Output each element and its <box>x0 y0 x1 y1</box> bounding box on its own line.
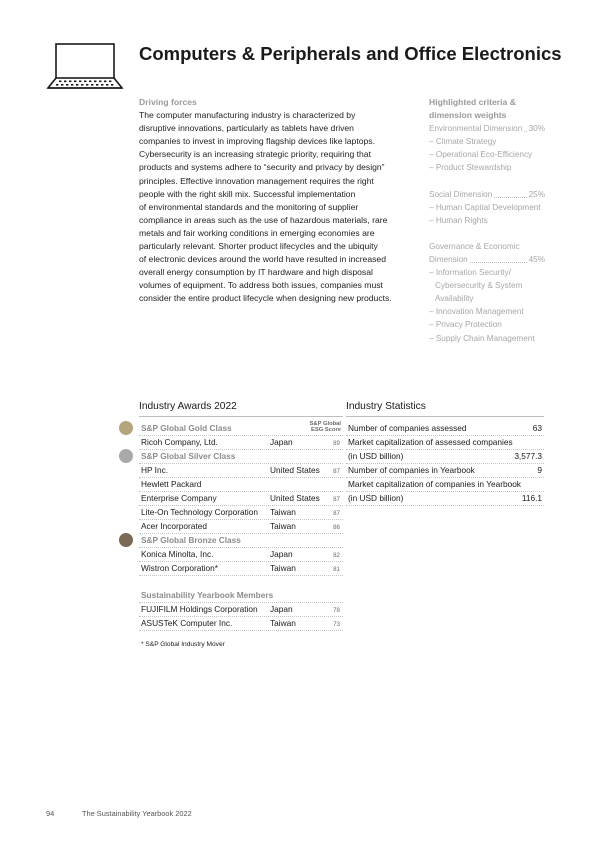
company-country: United States <box>270 493 320 503</box>
text-line: consider the entire product lifecycle when designing new products. <box>139 293 392 304</box>
esg-score: 82 <box>333 552 340 559</box>
criterion-item: – Supply Chain Management <box>429 333 535 343</box>
esg-score: 81 <box>333 566 340 573</box>
esg-score: 87 <box>333 496 340 503</box>
criteria-heading-line: dimension weights <box>429 110 507 121</box>
awards-title: Industry Awards 2022 <box>139 401 237 412</box>
stat-row <box>346 422 544 436</box>
score-header-line: S&P Global <box>309 421 341 427</box>
dimension-weight: 45% <box>528 254 545 264</box>
criterion-item: – Product Stewardship <box>429 163 512 173</box>
company-row <box>139 478 343 492</box>
company-row <box>139 436 343 450</box>
esg-score: 87 <box>333 510 340 517</box>
company-row <box>139 562 343 576</box>
members-rows <box>139 603 343 631</box>
criterion-item: – Operational Eco-Efficiency <box>429 150 533 160</box>
company-row <box>139 603 343 617</box>
company-row <box>139 548 343 562</box>
company-name: Wistron Corporation* <box>141 563 219 573</box>
page-number: 94 <box>46 809 55 818</box>
driving-forces-section <box>139 96 421 306</box>
score-header-line: ESG Score <box>311 427 341 434</box>
dimension-label: Environmental Dimension <box>429 124 523 134</box>
dimension-row <box>429 188 545 201</box>
gold-rows <box>139 436 343 450</box>
company-name: Hewlett Packard <box>141 479 202 489</box>
section-rule <box>139 416 343 417</box>
company-name: Acer Incorporated <box>141 521 207 531</box>
company-name: Enterprise Company <box>141 493 217 503</box>
stat-row <box>346 450 544 464</box>
text-line: of environmental standards and the monitoring of supplier <box>139 201 359 212</box>
stat-value: 63 <box>532 423 542 433</box>
dimension-row <box>429 253 545 266</box>
section-rule <box>346 416 544 417</box>
members-header: Sustainability Yearbook Members <box>139 589 343 603</box>
stat-label: Market capitalization of assessed companies <box>348 437 513 447</box>
gold-class-header <box>139 422 343 436</box>
class-label: S&P Global Silver Class <box>141 451 236 461</box>
criterion-item: Cybersecurity & System <box>435 281 523 291</box>
company-country: Japan <box>270 549 293 559</box>
social-dimension <box>429 188 545 227</box>
criteria-heading-line: Highlighted criteria & <box>429 97 516 107</box>
esg-score: 86 <box>333 524 340 531</box>
driving-forces-body <box>139 109 421 305</box>
stat-value: 3,577.3 <box>514 451 542 461</box>
silver-class-header <box>139 450 343 464</box>
stat-label: (in USD billion) <box>348 451 404 461</box>
driving-forces-heading: Driving forces <box>139 97 197 107</box>
company-country: Taiwan <box>270 507 296 517</box>
text-line: disruptive innovations, particularly as tablets have driven <box>139 123 354 134</box>
stats-title: Industry Statistics <box>346 401 426 412</box>
esg-score: 73 <box>333 621 340 628</box>
company-country: Japan <box>270 437 293 447</box>
criterion-item: – Innovation Management <box>429 307 524 317</box>
criteria-heading <box>429 96 545 122</box>
company-row <box>139 464 343 478</box>
company-name: HP Inc. <box>141 465 169 475</box>
gold-medal-icon <box>119 421 133 435</box>
dimension-label: Governance & Economic <box>429 241 520 251</box>
text-line: volumes of equipment. To address both issues, companies must <box>139 280 383 291</box>
stat-row <box>346 436 544 450</box>
company-row <box>139 617 343 631</box>
dimension-weight: 30% <box>528 124 545 134</box>
leader-dots <box>494 188 526 198</box>
company-country: United States <box>270 465 320 475</box>
company-country: Taiwan <box>270 521 296 531</box>
stat-value: 116.1 <box>521 493 542 503</box>
dimension-row <box>429 122 545 135</box>
company-row <box>139 492 343 506</box>
silver-medal-icon <box>119 449 133 463</box>
company-name: Lite-On Technology Corporation <box>141 507 258 517</box>
footer-text: The Sustainability Yearbook 2022 <box>82 809 192 818</box>
text-line: people with the right skill mix. Successful implementation <box>139 188 356 199</box>
stat-label: Market capitalization of companies in Yearbook <box>348 479 521 489</box>
stat-value: 9 <box>537 465 542 475</box>
leader-dots <box>524 122 526 132</box>
text-line: The computer manufacturing industry is characterized by <box>139 110 356 121</box>
footnote: * S&P Global Industry Mover <box>141 641 225 648</box>
criterion-item: Availability <box>435 294 474 304</box>
stat-label: Number of companies in Yearbook <box>348 465 475 475</box>
bronze-medal-icon <box>119 533 133 547</box>
text-line: products and systems adhere to “security and privacy by design” <box>139 162 385 173</box>
company-country: Japan <box>270 604 293 614</box>
text-line: compliance in areas such as the use of hazardous materials, rare <box>139 214 388 225</box>
industry-awards-table <box>139 401 343 648</box>
page-footer <box>46 809 192 818</box>
text-line: principles. Effective innovation management requires the right <box>139 175 374 186</box>
governance-dimension <box>429 240 545 345</box>
esg-score: 87 <box>333 468 340 475</box>
text-line: overall energy consumption by IT hardware and high disposal <box>139 267 373 278</box>
dimension-label: Social Dimension <box>429 189 493 199</box>
stat-row <box>346 492 544 506</box>
stat-row <box>346 464 544 478</box>
page-title: Computers & Peripherals and Office Electronics <box>139 43 562 64</box>
company-name: Ricoh Company, Ltd. <box>141 437 218 447</box>
environmental-dimension <box>429 122 545 174</box>
text-line: companies to invest in improving flagship devices like laptops. <box>139 136 375 147</box>
company-row <box>139 506 343 520</box>
bronze-class-header <box>139 534 343 548</box>
industry-statistics-table <box>346 401 544 506</box>
text-line: particularly relevant. Shorter product lifecycles and the ubiquity <box>139 241 378 252</box>
score-column-header <box>310 421 341 434</box>
stat-row <box>346 478 544 492</box>
company-name: Konica Minolta, Inc. <box>141 549 214 559</box>
company-row <box>139 520 343 534</box>
silver-rows <box>139 464 343 534</box>
dimension-weight: 25% <box>528 189 545 199</box>
criterion-item: – Climate Strategy <box>429 137 497 147</box>
dimension-label: Dimension <box>429 254 468 264</box>
leader-dots <box>470 253 527 263</box>
stat-label: (in USD billion) <box>348 493 404 503</box>
laptop-icon <box>46 42 124 92</box>
text-line: of electronic devices around the world have resulted in increased <box>139 254 386 265</box>
text-line: Cybersecurity is an increasing strategic priority, requiring that <box>139 149 371 160</box>
esg-score: 78 <box>333 607 340 614</box>
criterion-item: – Privacy Protection <box>429 320 502 330</box>
criterion-item: – Human Capital Development <box>429 202 541 212</box>
company-country: Taiwan <box>270 563 296 573</box>
class-label: S&P Global Bronze Class <box>141 535 241 545</box>
class-label: S&P Global Gold Class <box>141 423 232 433</box>
bronze-rows <box>139 548 343 576</box>
text-line: metals and fair working conditions in emerging economies are <box>139 227 375 238</box>
company-name: ASUSTeK Computer Inc. <box>141 618 233 628</box>
criteria-section <box>429 96 545 345</box>
stat-label: Number of companies assessed <box>348 423 467 433</box>
criterion-item: – Information Security/ <box>429 268 511 278</box>
company-country: Taiwan <box>270 618 296 628</box>
company-name: FUJIFILM Holdings Corporation <box>141 604 258 614</box>
esg-score: 89 <box>333 440 340 447</box>
criterion-item: – Human Rights <box>429 215 488 225</box>
